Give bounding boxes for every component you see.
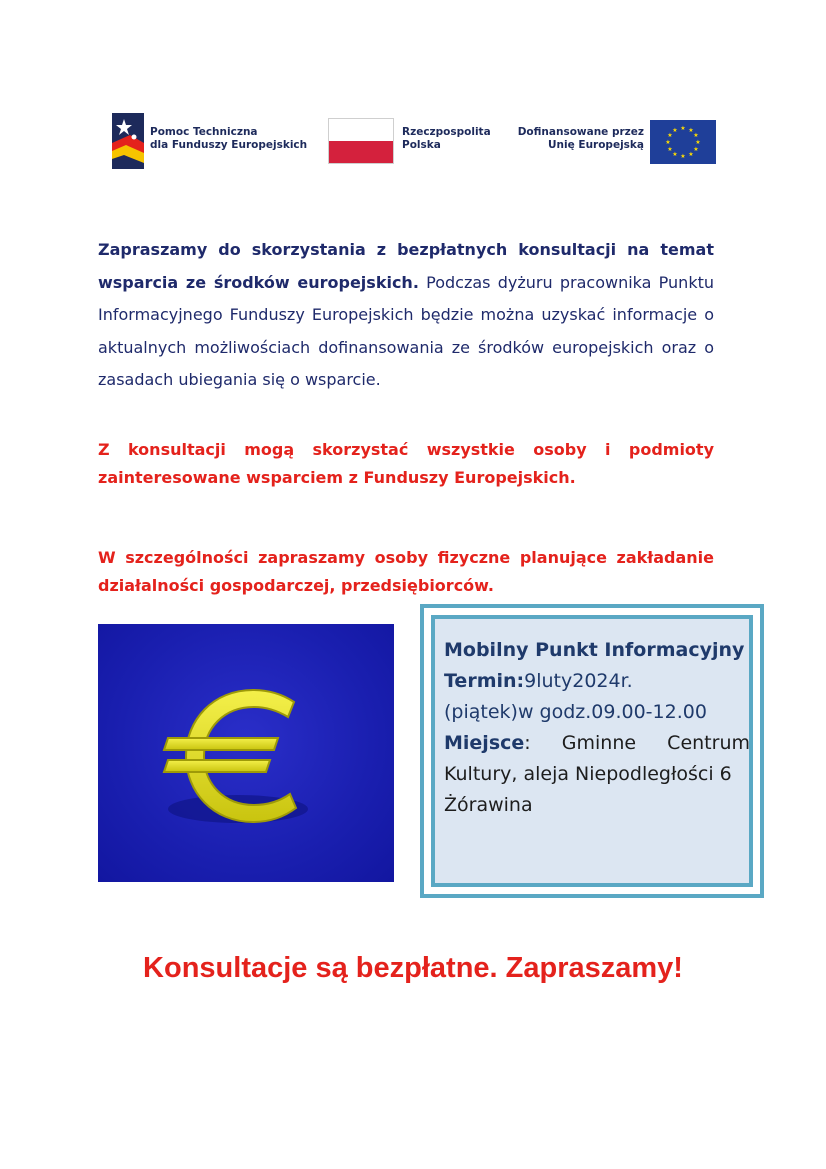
- intro-body-text: Podczas dyżuru pracownika Punktu Informacyjnego Funduszy Europejskich będzie można uzyskać informacje o aktualnych możliwościach dofinansowania ze środków europejskich oraz o zasadach ubiegania się o wsparcie.: [98, 272, 715, 389]
- rzeczpospolita-logo: [328, 108, 498, 172]
- pl-logo-line2: Polska: [402, 139, 441, 151]
- info-title: Mobilny Punkt Informacyjny: [444, 639, 745, 661]
- svg-text:★: ★: [680, 125, 686, 132]
- place-address: Kultury, aleja Niepodległości 6: [444, 763, 732, 785]
- logo-bar: [112, 108, 716, 172]
- term-hours: (piątek)w godz.09.00-12.00: [444, 701, 707, 723]
- eligibility-notice: Z konsultacji mogą skorzystać wszystkie osoby i podmioty zainteresowane wsparciem z Funduszy Europejskich.: [98, 440, 714, 487]
- svg-text:★: ★: [695, 139, 701, 146]
- svg-text:★: ★: [667, 132, 673, 139]
- place-label: Miejsce: [444, 732, 525, 754]
- pl-logo-line1: Rzeczpospolita: [402, 126, 491, 138]
- svg-text:★: ★: [693, 146, 699, 153]
- svg-text:★: ★: [667, 146, 673, 153]
- info-point-text: [444, 635, 750, 821]
- intro-paragraph: [98, 234, 714, 397]
- svg-text:★: ★: [665, 139, 671, 146]
- eu-logo-line1: Dofinansowane przez: [517, 126, 644, 138]
- fe-emblem-icon: [112, 113, 144, 169]
- svg-text:★: ★: [688, 151, 694, 158]
- fe-logo-line1: Pomoc Techniczna: [150, 126, 258, 138]
- free-consultation-banner: Konsultacje są bezpłatne. Zapraszamy!: [143, 952, 683, 984]
- term-label: Termin:: [444, 670, 525, 692]
- eu-funding-logo: [514, 108, 716, 172]
- euro-icon: [98, 624, 394, 882]
- svg-text:★: ★: [688, 127, 694, 134]
- place-value: : Gminne Centrum: [524, 732, 750, 754]
- info-point-panel: [431, 615, 753, 887]
- svg-text:★: ★: [672, 127, 678, 134]
- place-town: Żórawina: [444, 794, 533, 816]
- euro-symbol-image: [98, 624, 394, 882]
- svg-text:★: ★: [693, 132, 699, 139]
- term-value: 9luty2024r.: [524, 670, 633, 692]
- eu-logo-line2: Unię Europejską: [548, 139, 644, 151]
- svg-text:★: ★: [672, 151, 678, 158]
- fundusze-europejskie-logo: [112, 108, 312, 172]
- info-point-box: [420, 604, 764, 898]
- intro-bold-text: Zapraszamy do skorzystania z bezpłatnych konsultacji na temat wsparcia ze środków europejskich.: [98, 240, 714, 292]
- eu-flag-icon: [650, 120, 716, 164]
- polish-flag-icon: [328, 118, 394, 164]
- svg-text:★: ★: [680, 153, 686, 160]
- fe-logo-line2: dla Funduszy Europejskich: [150, 139, 308, 151]
- target-audience-notice: W szczególności zapraszamy osoby fizyczne planujące zakładanie działalności gospodarczej, przedsiębiorców.: [98, 548, 714, 595]
